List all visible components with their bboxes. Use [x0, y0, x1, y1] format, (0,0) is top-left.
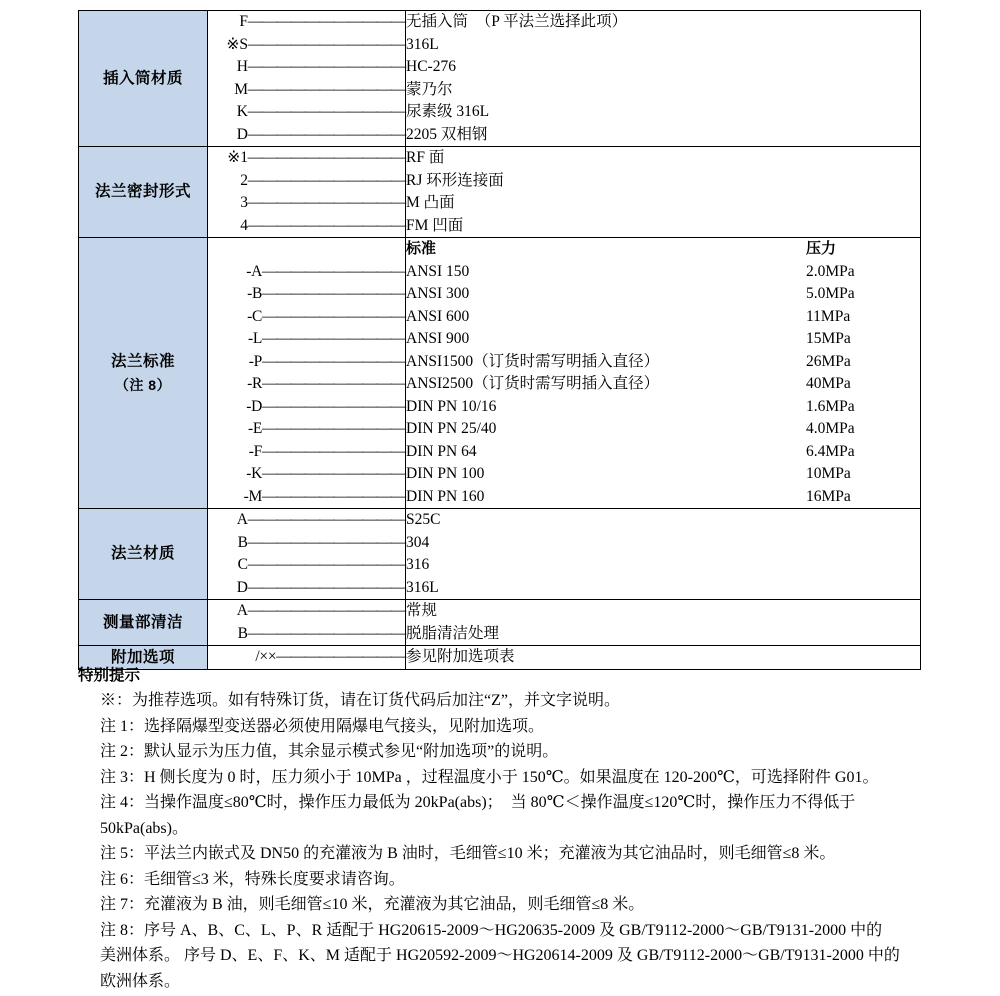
section-label-text: 附加选项 [110, 649, 175, 666]
option-description-text: 无插入筒 （P 平法兰选择此项） [406, 13, 628, 30]
standard-header-label: 标准 [406, 240, 437, 257]
notes-list [78, 688, 958, 994]
option-standard-text: ANSI 900 [406, 330, 470, 347]
option-code: -E [247, 420, 262, 437]
note-line: 注 8：序号 A、B、C、L、P、R 适配于 HG20615-2009～HG20635-2009 及 GB/T9112-2000～GB/T9131-2000 中的 [100, 921, 883, 939]
leader-dashes: —————————— [261, 330, 405, 347]
leader-dashes: ——————————— [247, 35, 405, 53]
leader-dashes: —————————— [261, 420, 405, 437]
option-code-line [208, 396, 405, 419]
option-pressure-value: 16MPa [806, 487, 851, 505]
option-description-line [406, 441, 920, 464]
option-code: S [239, 35, 248, 53]
standard-pressure-header [406, 238, 920, 261]
leader-dashes: ——————————— [247, 171, 405, 189]
section-label-cell [79, 238, 208, 509]
leader-dashes: —————————— [261, 375, 405, 392]
option-standard-text: ANSI1500（订货时需写明插入直径） [406, 352, 660, 370]
option-code-line [208, 441, 405, 464]
section-label-text: 法兰密封形式 [94, 183, 191, 201]
option-description-text: 蒙乃尔 [406, 80, 453, 98]
leader-dashes: —————————— [261, 442, 405, 460]
section-label-cell [79, 509, 208, 600]
option-description-line [406, 418, 920, 441]
option-code: -R [247, 375, 262, 392]
option-standard-text: DIN PN 10/16 [406, 397, 497, 415]
note-line: 欧洲体系。 [100, 972, 181, 990]
option-description-line [406, 328, 920, 351]
option-description-line [406, 147, 920, 170]
note-line: ※：为推荐选项。如有特殊订货，请在订货代码后加注“Z”，并文字说明。 [100, 692, 620, 709]
leader-dashes: ——————————— [247, 58, 405, 75]
option-code-line [208, 306, 405, 329]
option-description-line [406, 11, 920, 34]
option-pressure-value: 5.0MPa [806, 285, 855, 302]
option-code-line [208, 418, 405, 441]
recommended-mark: ※ [227, 149, 241, 166]
option-standard-text: ANSI 150 [406, 262, 470, 280]
section-label-text: 法兰材质 [110, 545, 175, 563]
option-code: 2 [240, 171, 248, 189]
option-code-line [208, 486, 405, 509]
leader-dashes: —————————— [261, 352, 405, 370]
note-line: 注 5：平法兰内嵌式及 DN50 的充灌液为 B 油时，毛细管≤10 米；充灌液为其它油品时，则毛细管≤8 米。 [100, 845, 836, 862]
option-description-text: M 凸面 [406, 194, 455, 211]
option-code: C [237, 556, 248, 573]
section-code-cell [208, 11, 406, 147]
spec-section-row [79, 11, 921, 147]
section-code-cell [208, 509, 406, 600]
option-standard-text: ANSI 600 [406, 307, 470, 325]
option-code: -K [246, 465, 262, 482]
note-line: 注 6：毛细管≤3 米，特殊长度要求请咨询。 [100, 870, 405, 888]
option-description-line [406, 463, 920, 486]
leader-dashes: ——————————— [247, 80, 405, 98]
option-code: K [236, 103, 248, 120]
option-code-line [208, 11, 405, 34]
option-description-line [406, 509, 920, 532]
option-code-line [208, 170, 405, 193]
option-code-line [208, 577, 405, 600]
option-description-text: 参见附加选项表 [406, 648, 515, 666]
option-code-line [208, 79, 405, 102]
option-standard-text: DIN PN 64 [406, 442, 477, 460]
option-code-line [208, 600, 405, 623]
note-line: 注 4：当操作温度≤80℃时，操作压力最低为 20kPa(abs)； 当 80℃＜操作温度≤120℃时，操作压力不得低于 [100, 794, 856, 811]
option-description-line [406, 577, 920, 600]
note-line: 注 3：H 侧长度为 0 时，压力须小于 10MPa ，过程温度小于 150℃。如果温度在 120-200℃，可选择附件 G01。 [100, 768, 879, 786]
section-label-text: 法兰标准 [110, 352, 175, 370]
option-code: -A [246, 262, 262, 280]
leader-dashes: —————————— [261, 397, 405, 415]
note-line: 注 1：选择隔爆型变送器必须使用隔爆电气接头，见附加选项。 [100, 717, 545, 735]
option-standard-text: DIN PN 160 [406, 487, 485, 505]
section-label-cell [79, 147, 208, 238]
pressure-header-label: 压力 [806, 240, 837, 257]
option-code: -B [247, 285, 262, 302]
option-code-line [208, 215, 405, 238]
leader-dashes: —————————— [261, 307, 405, 325]
option-description-line [406, 600, 920, 623]
option-code: 1 [240, 149, 248, 166]
option-code: M [234, 80, 248, 98]
leader-dashes: —————————— [261, 465, 405, 482]
option-description-text: 尿素级 316L [406, 103, 490, 120]
section-desc-cell [406, 509, 921, 600]
option-description-line [406, 215, 920, 238]
option-description-line [406, 486, 920, 509]
option-description-text: 316L [406, 35, 439, 53]
section-label-text: 测量部清洁 [102, 613, 183, 631]
option-code: A [236, 602, 248, 619]
option-code-line [208, 147, 405, 170]
leader-dashes: ——————————— [247, 556, 405, 573]
option-pressure-value: 26MPa [806, 352, 851, 370]
section-label-cell [79, 600, 208, 646]
leader-dashes: ——————————— [247, 194, 405, 211]
option-code: -P [248, 352, 262, 370]
option-code-line [208, 463, 405, 486]
leader-dashes: ——————————— [247, 216, 405, 234]
option-description-text: 常规 [406, 602, 438, 619]
section-code-cell [208, 147, 406, 238]
leader-dashes: ——————————— [247, 125, 405, 143]
section-desc-cell [406, 147, 921, 238]
section-label-text: 插入筒材质 [102, 69, 183, 87]
option-code: -D [246, 397, 262, 415]
option-description-line [406, 101, 920, 124]
option-code: 4 [240, 216, 248, 234]
option-code-line [208, 509, 405, 532]
section-code-cell [208, 600, 406, 646]
option-description-line [406, 170, 920, 193]
leader-dashes: —————————— [261, 285, 405, 302]
option-description-line [406, 124, 920, 147]
option-description-text: HC-276 [406, 58, 456, 75]
leader-dashes: ——————————— [247, 103, 405, 120]
section-label-cell [79, 11, 208, 147]
option-standard-text: DIN PN 100 [406, 465, 485, 482]
note-line: 美洲体系。 序号 D、E、F、K、M 适配于 HG20592-2009～HG20614-2009 及 GB/T9112-2000～GB/T9131-2000 中的 [100, 947, 900, 964]
option-code: -M [243, 487, 262, 505]
specification-table [78, 10, 921, 670]
option-code: D [236, 125, 248, 143]
option-pressure-value: 4.0MPa [806, 420, 855, 437]
option-code-line [208, 124, 405, 147]
option-code: A [236, 511, 248, 528]
option-description-line [406, 623, 920, 646]
option-code-line [208, 283, 405, 306]
option-pressure-value: 2.0MPa [806, 262, 855, 280]
note-line: 50kPa(abs)。 [100, 819, 188, 837]
section-desc-cell [406, 600, 921, 646]
option-description-line [406, 79, 920, 102]
option-code: -C [247, 307, 262, 325]
section-desc-cell [406, 238, 921, 509]
option-code-line [208, 56, 405, 79]
note-line: 注 7：充灌液为 B 油，则毛细管≤10 米，充灌液为其它油品，则毛细管≤8 米。 [100, 896, 645, 913]
option-code: H [236, 58, 248, 75]
option-code-line [208, 34, 405, 57]
leader-dashes: —————————— [261, 262, 405, 280]
option-code: B [237, 533, 248, 551]
spec-section-row [79, 147, 921, 238]
section-label-subtext: （注 8） [114, 377, 172, 394]
option-code: F [239, 13, 248, 30]
notes-title: 特别提示 [78, 667, 141, 684]
option-description-text: RF 面 [406, 149, 445, 166]
option-description-line [406, 373, 920, 396]
leader-dashes: ——————————— [247, 602, 405, 619]
spec-table-body [79, 11, 921, 670]
spec-section-row [79, 509, 921, 600]
leader-dashes: ——————————— [247, 533, 405, 551]
option-pressure-value: 15MPa [806, 330, 851, 347]
option-code: D [236, 578, 248, 596]
section-desc-cell [406, 11, 921, 147]
option-description-line [406, 554, 920, 577]
option-pressure-value: 1.6MPa [806, 397, 855, 415]
option-code: 3 [240, 194, 248, 211]
notes-block [78, 664, 958, 994]
option-description-line [406, 283, 920, 306]
option-description-line [406, 306, 920, 329]
option-description-line [406, 56, 920, 79]
option-code-line [208, 554, 405, 577]
option-description-text: 316L [406, 578, 439, 596]
leader-dashes: —————————— [261, 487, 405, 505]
leader-dashes: ——————————— [247, 13, 405, 30]
option-standard-text: ANSI2500（订货时需写明插入直径） [406, 375, 660, 392]
leader-dashes: ——————————— [247, 149, 405, 166]
option-description-text: 316 [406, 556, 430, 573]
recommended-mark: ※ [226, 35, 240, 53]
option-code-line [208, 351, 405, 374]
option-pressure-value: 10MPa [806, 465, 851, 482]
option-description-text: FM 凹面 [406, 216, 464, 234]
option-pressure-value: 6.4MPa [806, 442, 855, 460]
option-description-text: RJ 环形连接面 [406, 171, 504, 189]
option-description-text: 304 [406, 533, 430, 551]
option-description-line [406, 261, 920, 284]
option-pressure-value: 11MPa [806, 307, 851, 325]
section-code-cell [208, 238, 406, 509]
option-code: B [237, 624, 248, 642]
option-description-text: 脱脂清洁处理 [406, 624, 500, 642]
leader-dashes: ——————————— [247, 624, 405, 642]
option-description-text: 2205 双相钢 [406, 125, 488, 143]
option-code: -F [248, 442, 262, 460]
note-line: 注 2：默认显示为压力值，其余显示模式参见“附加选项”的说明。 [100, 743, 559, 760]
spec-section-row [79, 600, 921, 646]
leader-dashes: ——————————— [247, 511, 405, 528]
option-description-line [406, 192, 920, 215]
option-code: -L [247, 330, 262, 347]
option-code-line [208, 261, 405, 284]
option-description-line [406, 396, 920, 419]
option-code: /×× [255, 648, 277, 666]
option-pressure-value: 40MPa [806, 375, 851, 392]
option-code-line [208, 101, 405, 124]
option-standard-text: ANSI 300 [406, 285, 470, 302]
option-description-line [406, 351, 920, 374]
option-description-line [406, 532, 920, 555]
code-header-spacer [208, 238, 405, 261]
option-code-line [208, 532, 405, 555]
option-description-line [406, 34, 920, 57]
option-standard-text: DIN PN 25/40 [406, 420, 497, 437]
leader-dashes: ————————— [276, 648, 405, 666]
option-description-text: S25C [406, 511, 441, 528]
spec-section-row [79, 238, 921, 509]
option-code-line [208, 623, 405, 646]
option-code-line [208, 373, 405, 396]
option-code-line [208, 192, 405, 215]
leader-dashes: ——————————— [247, 578, 405, 596]
option-code-line [208, 328, 405, 351]
